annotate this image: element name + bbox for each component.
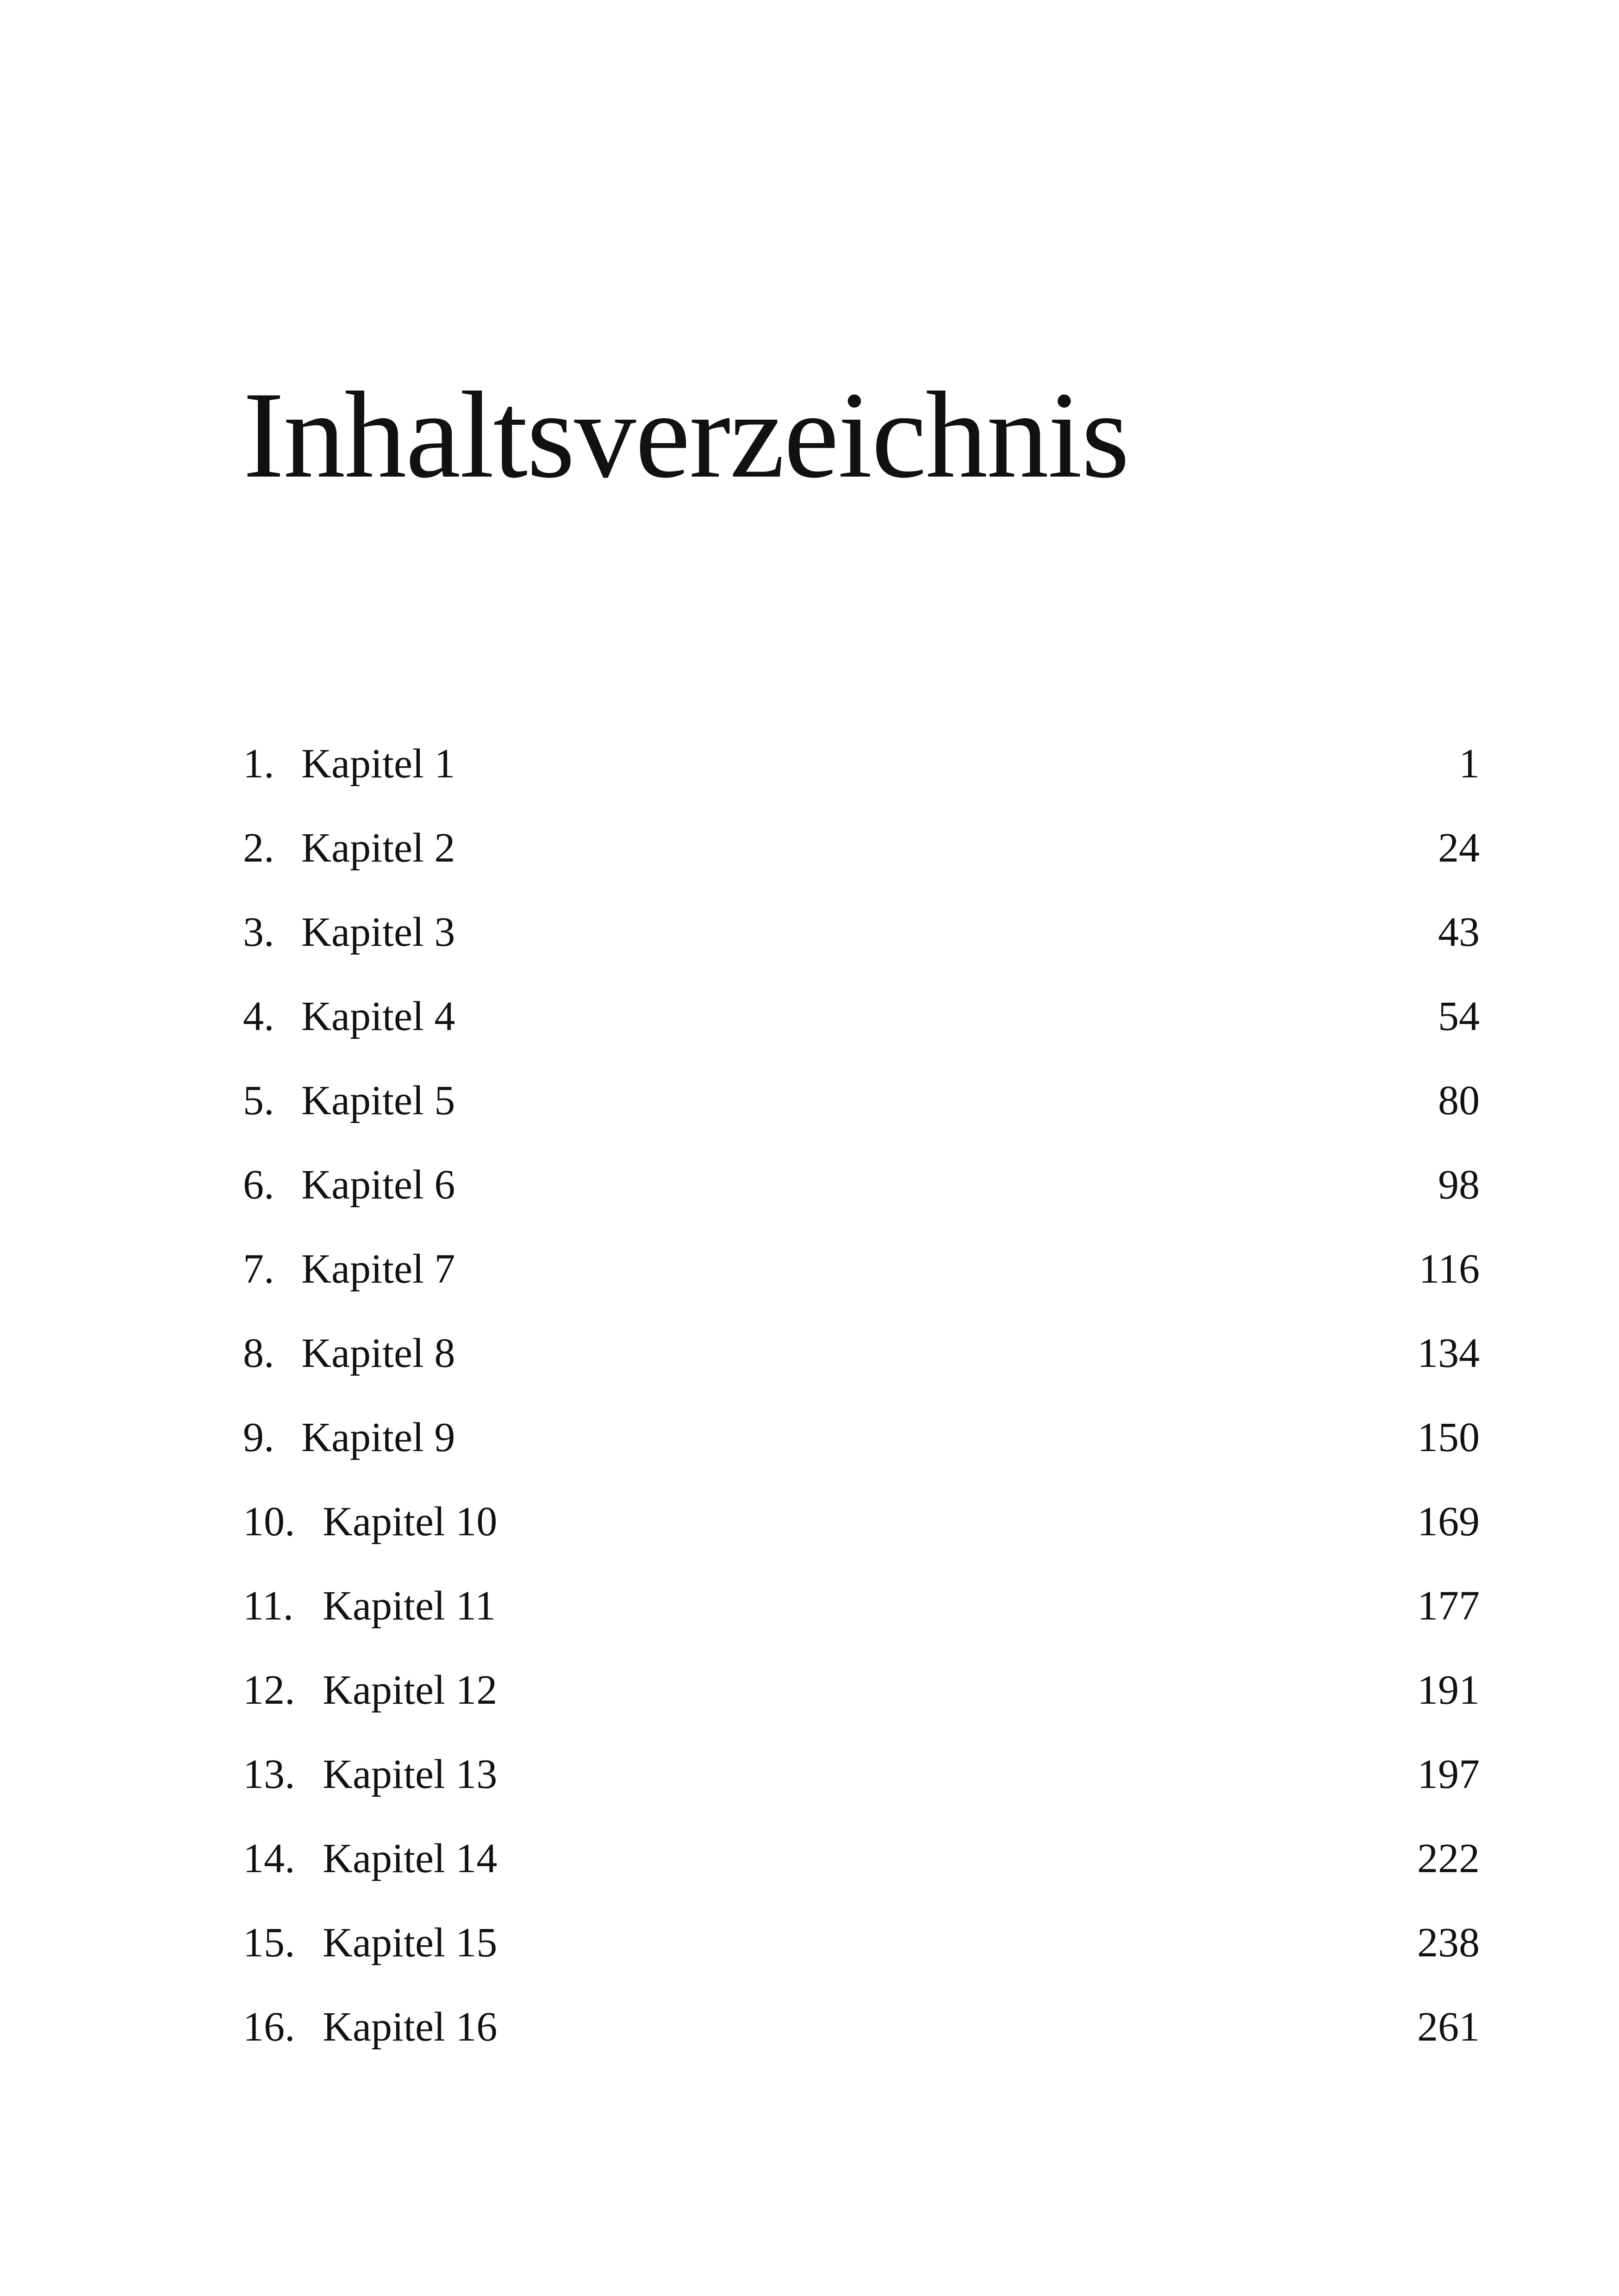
toc-entry-number: 9.	[243, 1415, 274, 1460]
toc-entry-page: 169	[1417, 1499, 1480, 1545]
toc-entry-title: Kapitel 6	[301, 1162, 455, 1208]
toc-entry[interactable]	[243, 1059, 1480, 1143]
toc-entry[interactable]	[243, 890, 1480, 974]
toc-entry-title: Kapitel 7	[301, 1246, 455, 1292]
toc-entry-page: 177	[1417, 1583, 1480, 1629]
toc-entry-title: Kapitel 10	[323, 1499, 498, 1545]
toc-entry-page: 197	[1417, 1751, 1480, 1797]
toc-entry[interactable]	[243, 974, 1480, 1059]
toc-entry-number: 8.	[243, 1330, 274, 1376]
toc-entry-number: 13.	[243, 1751, 295, 1797]
toc-entry-number: 2.	[243, 825, 274, 871]
toc-entry-title: Kapitel 4	[301, 993, 455, 1039]
toc-entry-page: 54	[1438, 993, 1480, 1039]
toc-entry-title: Kapitel 16	[323, 2004, 498, 2050]
toc-entry-title: Kapitel 14	[323, 1836, 498, 1881]
toc-entry[interactable]	[243, 1732, 1480, 1817]
toc-entry-number: 16.	[243, 2004, 295, 2050]
toc-entry[interactable]	[243, 1143, 1480, 1227]
table-of-contents	[243, 722, 1480, 2069]
toc-entry-title: Kapitel 11	[323, 1583, 496, 1629]
toc-entry-title: Kapitel 3	[301, 909, 455, 955]
toc-entry-page: 116	[1419, 1246, 1480, 1292]
toc-entry[interactable]	[243, 1227, 1480, 1311]
toc-entry-page: 43	[1438, 909, 1480, 955]
toc-entry-page: 238	[1417, 1920, 1480, 1966]
toc-entry-number: 6.	[243, 1162, 274, 1208]
toc-entry[interactable]	[243, 1564, 1480, 1648]
toc-entry-number: 14.	[243, 1836, 295, 1881]
toc-entry[interactable]	[243, 1901, 1480, 1985]
toc-entry-title: Kapitel 9	[301, 1415, 455, 1460]
toc-entry-title: Kapitel 12	[323, 1667, 498, 1713]
toc-entry[interactable]	[243, 1817, 1480, 1901]
toc-entry[interactable]	[243, 1648, 1480, 1732]
toc-entry-number: 10.	[243, 1499, 295, 1545]
toc-entry-number: 15.	[243, 1920, 295, 1966]
toc-entry-page: 80	[1438, 1078, 1480, 1123]
toc-entry-number: 12.	[243, 1667, 295, 1713]
toc-entry-page: 222	[1417, 1836, 1480, 1881]
toc-entry[interactable]	[243, 1985, 1480, 2069]
toc-entry-page: 1	[1459, 741, 1480, 787]
toc-entry-title: Kapitel 2	[301, 825, 455, 871]
toc-entry-title: Kapitel 13	[323, 1751, 498, 1797]
toc-entry-title: Kapitel 15	[323, 1920, 498, 1966]
toc-entry[interactable]	[243, 1311, 1480, 1396]
toc-entry-title: Kapitel 1	[301, 741, 455, 787]
toc-entry-page: 24	[1438, 825, 1480, 871]
toc-entry-page: 134	[1417, 1330, 1480, 1376]
toc-entry-number: 11.	[243, 1583, 294, 1629]
toc-entry[interactable]	[243, 1480, 1480, 1564]
page-title: Inhaltsverzeichnis	[243, 366, 1129, 503]
toc-entry-page: 191	[1417, 1667, 1480, 1713]
toc-entry-number: 5.	[243, 1078, 274, 1123]
toc-entry-page: 150	[1417, 1415, 1480, 1460]
toc-entry-page: 98	[1438, 1162, 1480, 1208]
toc-entry-number: 7.	[243, 1246, 274, 1292]
toc-entry[interactable]	[243, 806, 1480, 890]
toc-entry-title: Kapitel 5	[301, 1078, 455, 1123]
toc-entry-number: 4.	[243, 993, 274, 1039]
toc-entry-page: 261	[1417, 2004, 1480, 2050]
toc-entry-title: Kapitel 8	[301, 1330, 455, 1376]
toc-entry[interactable]	[243, 1396, 1480, 1480]
toc-entry[interactable]	[243, 722, 1480, 806]
toc-entry-number: 3.	[243, 909, 274, 955]
toc-entry-number: 1.	[243, 741, 274, 787]
